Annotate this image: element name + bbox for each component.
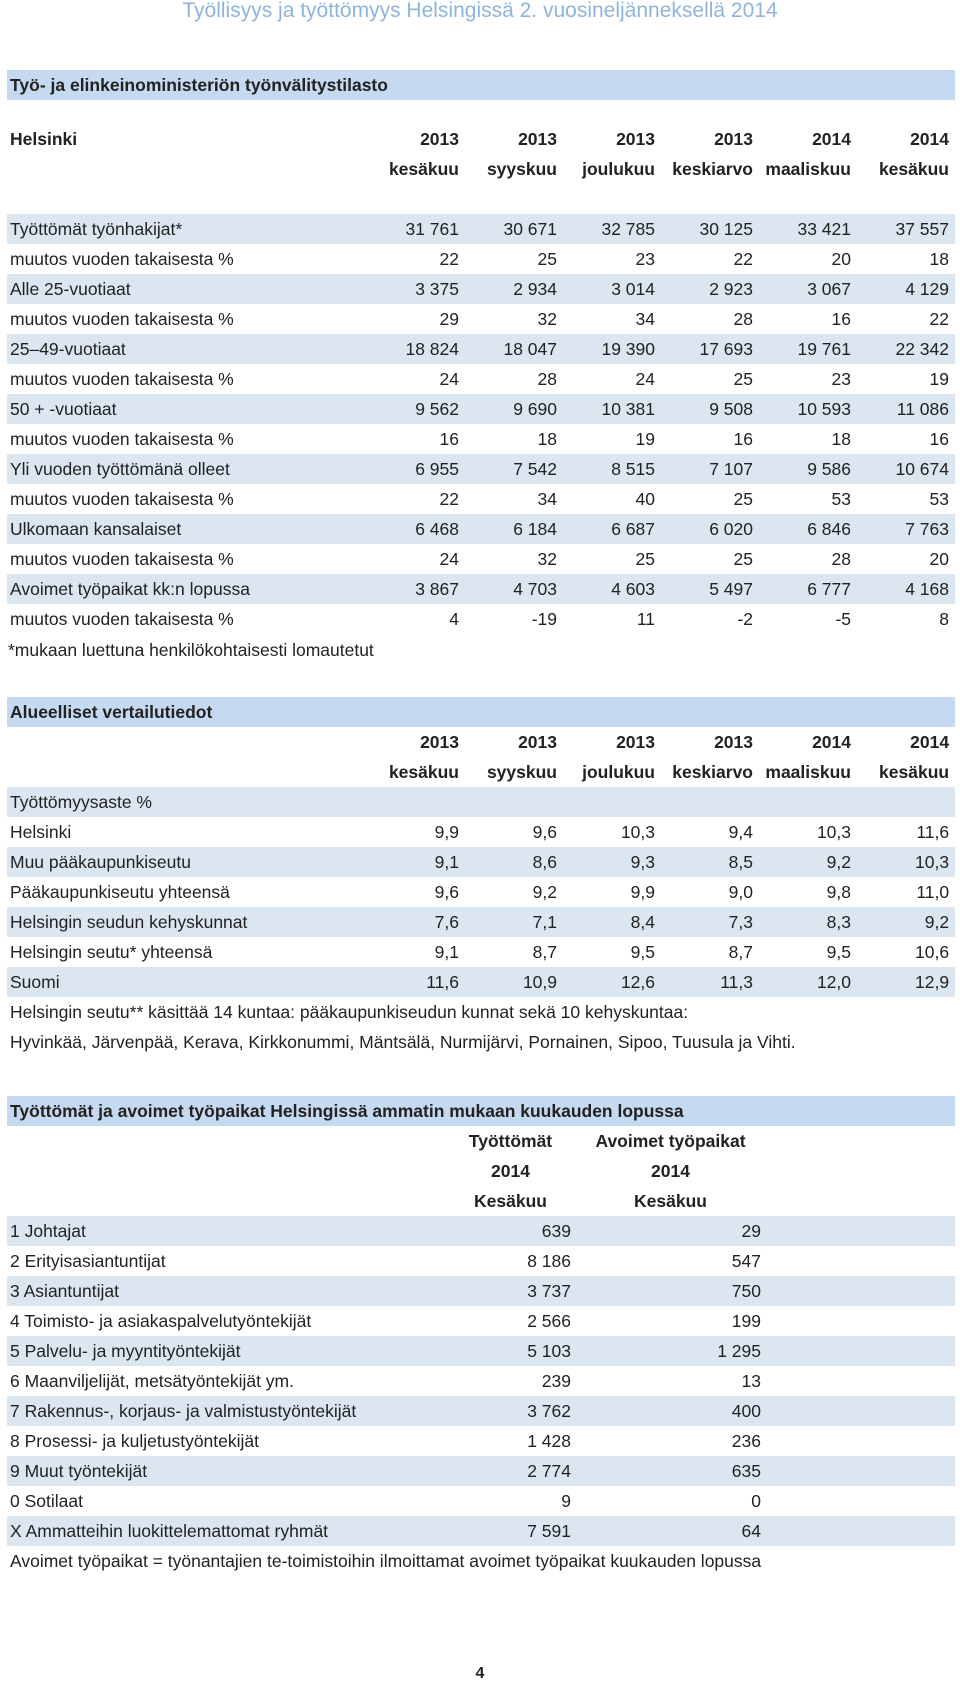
row-value: 9,4: [728, 821, 753, 842]
empty-cell: [767, 1156, 955, 1186]
unemployment-statistics-table: [7, 124, 955, 634]
column-year: 2013: [420, 731, 459, 752]
row-value: 22 342: [857, 334, 955, 364]
column-year: 2013: [518, 731, 557, 752]
regional-comparison-table: [7, 697, 955, 1057]
section3-title: Työttömät ja avoimet työpaikat Helsingissä ammatin mukaan kuukauden lopussa: [7, 1096, 955, 1126]
occupation-label: 0 Sotilaat: [10, 1490, 83, 1511]
row-value: 7 763: [857, 514, 955, 544]
row-value: 6 687: [563, 514, 661, 544]
table-row: [7, 1456, 955, 1486]
empty-cell: [767, 1336, 955, 1366]
row-value: 22: [439, 488, 459, 509]
empty-cell: [767, 1246, 955, 1276]
row-value: 11: [636, 608, 655, 629]
table-row: [7, 1336, 955, 1366]
row-value: 18 824: [367, 334, 465, 364]
row-value: 11,6: [367, 967, 465, 997]
row-value: 4 603: [563, 574, 661, 604]
row-value: 9 508: [661, 394, 759, 424]
occupation-label: 8 Prosessi- ja kuljetustyöntekijät: [10, 1430, 259, 1451]
row-value: 29: [439, 308, 459, 329]
row-value: 40: [635, 488, 655, 509]
column-year: 2013: [420, 128, 459, 149]
row-value: 9 586: [759, 454, 857, 484]
row-value: 6 955: [367, 454, 465, 484]
table-row: [7, 1306, 955, 1336]
row-value: 12,6: [563, 967, 661, 997]
table-row: [7, 1426, 955, 1456]
empty-cell: [7, 1156, 447, 1186]
empty-cell: [7, 727, 367, 757]
table-row: [7, 1486, 955, 1516]
row-value: 53: [831, 488, 851, 509]
row-value: 9,2: [857, 907, 955, 937]
column-month: syyskuu: [486, 158, 557, 179]
row-value: 30 125: [661, 214, 759, 244]
row-value: 11 086: [857, 394, 955, 424]
section1-title: Työ- ja elinkeinoministeriön työnvälitystilasto: [7, 70, 955, 100]
row-label: 25‒49-vuotiaat: [7, 334, 367, 364]
row-value: 17 693: [661, 334, 759, 364]
empty-cell: [767, 1426, 955, 1456]
row-value: 25: [635, 548, 655, 569]
row-label: Helsinki: [10, 821, 72, 842]
row-value: 9,9: [434, 821, 459, 842]
vacancies-value: 1 295: [577, 1336, 767, 1366]
row-value: 10,6: [915, 941, 950, 962]
unemployed-column-month: Kesäkuu: [474, 1190, 547, 1211]
table-row: [7, 544, 955, 574]
row-value: 20: [929, 548, 949, 569]
row-value: 8,5: [661, 847, 759, 877]
table-row: [7, 1246, 955, 1276]
row-value: 10 593: [759, 394, 857, 424]
row-value: 9 562: [367, 394, 465, 424]
row-value: 24: [439, 368, 459, 389]
row-value: 22: [929, 308, 949, 329]
row-value: 25: [733, 548, 753, 569]
row-value: 8,4: [563, 907, 661, 937]
row-value: 23: [635, 248, 655, 269]
unemployed-value: 2 566: [527, 1310, 571, 1331]
column-month: keskiarvo: [672, 158, 753, 179]
row-value: 11,0: [916, 881, 950, 902]
row-value: 8: [939, 608, 949, 629]
column-month: kesäkuu: [388, 761, 459, 782]
row-value: 23: [831, 368, 851, 389]
row-value: 9,5: [826, 941, 851, 962]
column-year: 2014: [910, 128, 949, 149]
row-value: 7,1: [465, 907, 563, 937]
row-value: 18: [929, 248, 949, 269]
row-value: 25: [733, 488, 753, 509]
row-value: 9,6: [532, 821, 557, 842]
vacancies-value: 199: [731, 1310, 761, 1331]
row-label: Muu pääkaupunkiseutu: [7, 847, 367, 877]
row-value: 19: [929, 368, 949, 389]
column-month: joulukuu: [582, 158, 655, 179]
row-value: 18: [537, 428, 557, 449]
row-value: 3 375: [367, 274, 465, 304]
occupation-label: 3 Asiantuntijat: [7, 1276, 447, 1306]
empty-cell: [7, 1126, 447, 1156]
row-value: -5: [835, 608, 851, 629]
row-label: muutos vuoden takaisesta %: [10, 428, 234, 449]
occupation-label: 6 Maanviljelijät, metsätyöntekijät ym.: [10, 1370, 294, 1391]
row-value: 53: [929, 488, 949, 509]
row-value: 3 014: [563, 274, 661, 304]
row-value: 7,3: [661, 907, 759, 937]
row-value: 12,9: [857, 967, 955, 997]
column-month: maaliskuu: [765, 761, 851, 782]
row-value: 9,0: [728, 881, 753, 902]
row-value: 12,0: [759, 967, 857, 997]
row-value: 9,2: [759, 847, 857, 877]
occupation-label: X Ammatteihin luokittelemattomat ryhmät: [7, 1516, 447, 1546]
row-value: 16: [831, 308, 851, 329]
row-value: 32 785: [563, 214, 661, 244]
occupation-label: 7 Rakennus-, korjaus- ja valmistustyöntekijät: [7, 1396, 447, 1426]
page-number: 4: [475, 1665, 485, 1682]
row-value: 2 934: [465, 274, 563, 304]
row-value: 8,3: [759, 907, 857, 937]
empty-cell: [767, 1276, 955, 1306]
row-value: 22: [733, 248, 753, 269]
row-value: 32: [537, 308, 557, 329]
row-label: muutos vuoden takaisesta %: [10, 368, 234, 389]
row-label: Suomi: [7, 967, 367, 997]
row-value: 16: [733, 428, 753, 449]
column-year: 2013: [518, 128, 557, 149]
column-month: keskiarvo: [672, 761, 753, 782]
table-row: [7, 907, 955, 937]
row-value: 34: [537, 488, 557, 509]
empty-cell: [767, 1516, 955, 1546]
row-value: 9,2: [532, 881, 557, 902]
table-row: [7, 847, 955, 877]
empty-cell: [7, 757, 367, 787]
vacancies-column-year: 2014: [651, 1160, 690, 1181]
column-year: 2013: [616, 731, 655, 752]
row-value: 30 671: [465, 214, 563, 244]
occupation-label: 1 Johtajat: [7, 1216, 447, 1246]
vacancies-value: 750: [577, 1276, 767, 1306]
row-value: 10,3: [620, 821, 655, 842]
column-month: syyskuu: [486, 761, 557, 782]
vacancies-value: 400: [577, 1396, 767, 1426]
column-year: 2013: [616, 128, 655, 149]
row-value: 16: [929, 428, 949, 449]
vacancies-value: 64: [577, 1516, 767, 1546]
row-value: 18 047: [465, 334, 563, 364]
row-value: 18: [831, 428, 851, 449]
empty-cell: [7, 154, 367, 184]
row-value: 10 381: [563, 394, 661, 424]
vacancies-value: 0: [751, 1490, 761, 1511]
unemployed-value: 3 737: [447, 1276, 577, 1306]
column-month: kesäkuu: [388, 158, 459, 179]
unemployed-value: 639: [447, 1216, 577, 1246]
table-row: [7, 967, 955, 997]
table-row: [7, 514, 955, 544]
row-value: 9,1: [434, 941, 459, 962]
row-value: 3 867: [367, 574, 465, 604]
column-year: 2014: [812, 128, 851, 149]
row-value: 16: [439, 428, 459, 449]
empty-cell: [767, 1486, 955, 1516]
row-label: Yli vuoden työttömänä olleet: [7, 454, 367, 484]
column-month: kesäkuu: [878, 158, 949, 179]
row-value: 24: [439, 548, 459, 569]
row-value: 4 129: [857, 274, 955, 304]
row-value: 6 468: [367, 514, 465, 544]
row-value: 7 542: [465, 454, 563, 484]
row-label: Avoimet työpaikat kk:n lopussa: [7, 574, 367, 604]
row-value: 25: [537, 248, 557, 269]
vacancies-value: 635: [577, 1456, 767, 1486]
row-value: 8,7: [532, 941, 557, 962]
unemployed-value: 239: [541, 1370, 571, 1391]
table-row: [7, 604, 955, 634]
column-year: 2013: [714, 128, 753, 149]
row-label: 50 + -vuotiaat: [7, 394, 367, 424]
column-month: kesäkuu: [879, 761, 950, 782]
empty-cell: [767, 1216, 955, 1246]
row-label: Helsingin seutu* yhteensä: [10, 941, 213, 962]
column-month: maaliskuu: [765, 158, 851, 179]
unemployed-value: 9: [561, 1490, 571, 1511]
empty-cell: [767, 1396, 955, 1426]
section2-note2: Hyvinkää, Järvenpää, Kerava, Kirkkonummi, Mäntsälä, Nurmijärvi, Pornainen, Sipoo, Tuusula ja Vihti.: [10, 1031, 796, 1052]
row-label: muutos vuoden takaisesta %: [10, 548, 234, 569]
table-row: [7, 364, 955, 394]
unemployed-value: 1 428: [527, 1430, 571, 1451]
unemployed-value: 2 774: [447, 1456, 577, 1486]
unemployment-table-body: [7, 214, 955, 634]
row-value: 19 390: [563, 334, 661, 364]
row-value: 37 557: [857, 214, 955, 244]
row-value: 34: [635, 308, 655, 329]
row-label: muutos vuoden takaisesta %: [10, 488, 234, 509]
table-row: [7, 454, 955, 484]
row-label: muutos vuoden takaisesta %: [10, 248, 234, 269]
row-value: 22: [439, 248, 459, 269]
table-row: [7, 1366, 955, 1396]
occupation-table-body: [7, 1216, 955, 1546]
table-row: [7, 1216, 955, 1246]
unemployed-value: 5 103: [447, 1336, 577, 1366]
regional-table-body: [7, 817, 955, 997]
row-value: 10 674: [857, 454, 955, 484]
table-row: [7, 877, 955, 907]
row-value: 9,5: [630, 941, 655, 962]
row-value: 31 761: [367, 214, 465, 244]
section3-footnote: Avoimet työpaikat = työnantajien te-toimistoihin ilmoittamat avoimet työpaikat kuukauden lopussa: [10, 1550, 762, 1571]
row-value: 9,3: [563, 847, 661, 877]
row-value: -19: [531, 608, 557, 629]
empty-cell: [767, 1366, 955, 1396]
row-value: 32: [537, 548, 557, 569]
row-value: -2: [737, 608, 753, 629]
row-value: 33 421: [759, 214, 857, 244]
row-value: 20: [831, 248, 851, 269]
row-value: 8 515: [563, 454, 661, 484]
table-row: [7, 817, 955, 847]
table-row: [7, 484, 955, 514]
table-row: [7, 214, 955, 244]
table-row: [7, 1516, 955, 1546]
row-value: 7,6: [367, 907, 465, 937]
row-label: Pääkaupunkiseutu yhteensä: [10, 881, 230, 902]
row-value: 4: [449, 608, 459, 629]
table-row: [7, 937, 955, 967]
row-value: 24: [635, 368, 655, 389]
vacancies-value: 13: [741, 1370, 761, 1391]
row-value: 4 168: [857, 574, 955, 604]
table-row: [7, 304, 955, 334]
section2-title: Alueelliset vertailutiedot: [7, 697, 955, 727]
unemployed-value: 8 186: [527, 1250, 571, 1271]
region-label: Helsinki: [10, 128, 78, 149]
row-value: 11,6: [916, 821, 950, 842]
table-row: [7, 334, 955, 364]
table-row: [7, 394, 955, 424]
vacancies-value: 29: [577, 1216, 767, 1246]
row-value: 9,9: [630, 881, 655, 902]
row-label: Työttömät työnhakijat*: [7, 214, 367, 244]
row-value: 10,3: [857, 847, 955, 877]
row-value: 3 067: [759, 274, 857, 304]
section1-title-table: [7, 70, 955, 100]
empty-cell: [767, 1306, 955, 1336]
row-value: 8,6: [465, 847, 563, 877]
table-row: [7, 1396, 955, 1426]
table-row: [7, 424, 955, 454]
empty-cell: [767, 1126, 955, 1156]
table-row: [7, 1276, 955, 1306]
unemployed-column-title: Työttömät: [468, 1130, 553, 1151]
occupation-label: 9 Muut työntekijät: [7, 1456, 447, 1486]
row-value: 6 184: [465, 514, 563, 544]
empty-cell: [7, 1186, 447, 1216]
unemployed-value: 7 591: [447, 1516, 577, 1546]
row-value: 9,8: [826, 881, 851, 902]
row-value: 9 690: [465, 394, 563, 424]
row-value: 19 761: [759, 334, 857, 364]
row-value: 28: [537, 368, 557, 389]
row-value: 9,6: [434, 881, 459, 902]
row-label: Ulkomaan kansalaiset: [7, 514, 367, 544]
row-value: 28: [733, 308, 753, 329]
row-value: 7 107: [661, 454, 759, 484]
spacer-row: [7, 184, 955, 214]
column-year: 2014: [812, 731, 851, 752]
row-label: muutos vuoden takaisesta %: [10, 308, 234, 329]
vacancies-value: 236: [731, 1430, 761, 1451]
unemployed-value: 3 762: [447, 1396, 577, 1426]
table-row: [7, 244, 955, 274]
row-value: 19: [635, 428, 655, 449]
column-month: joulukuu: [582, 761, 655, 782]
row-value: 28: [831, 548, 851, 569]
occupation-label: 4 Toimisto- ja asiakaspalvelutyöntekijät: [10, 1310, 312, 1331]
section2-note1: Helsingin seutu** käsittää 14 kuntaa: pääkaupunkiseudun kunnat sekä 10 kehyskuntaa:: [10, 1001, 689, 1022]
table-row: [7, 574, 955, 604]
row-value: 6 020: [661, 514, 759, 544]
table-row: [7, 274, 955, 304]
row-label: muutos vuoden takaisesta %: [10, 608, 234, 629]
section2-subtitle: Työttömyysaste %: [7, 787, 955, 817]
row-label: Alle 25-vuotiaat: [7, 274, 367, 304]
row-value: 10,3: [816, 821, 851, 842]
vacancies-value: 547: [731, 1250, 761, 1271]
unemployed-column-year: 2014: [491, 1160, 530, 1181]
column-year: 2013: [714, 731, 753, 752]
row-label: Helsingin seudun kehyskunnat: [7, 907, 367, 937]
empty-cell: [767, 1186, 955, 1216]
occupation-label: 5 Palvelu- ja myyntityöntekijät: [7, 1336, 447, 1366]
occupation-table: [7, 1096, 955, 1576]
row-value: 5 497: [661, 574, 759, 604]
vacancies-column-month: Kesäkuu: [634, 1190, 707, 1211]
row-value: 11,3: [661, 967, 759, 997]
column-year: 2014: [910, 731, 950, 752]
row-value: 6 777: [759, 574, 857, 604]
row-value: 9,1: [367, 847, 465, 877]
page-header-title: Työllisyys ja työttömyys Helsingissä 2. vuosineljänneksellä 2014: [182, 0, 778, 22]
row-value: 25: [733, 368, 753, 389]
empty-cell: [767, 1456, 955, 1486]
vacancies-column-title: Avoimet työpaikat: [595, 1130, 746, 1151]
row-value: 10,9: [465, 967, 563, 997]
section1-footnote: *mukaan luettuna henkilökohtaisesti lomautetut: [8, 640, 374, 660]
row-value: 2 923: [661, 274, 759, 304]
row-value: 6 846: [759, 514, 857, 544]
occupation-label: 2 Erityisasiantuntijat: [10, 1250, 166, 1271]
row-value: 4 703: [465, 574, 563, 604]
row-value: 8,7: [728, 941, 753, 962]
